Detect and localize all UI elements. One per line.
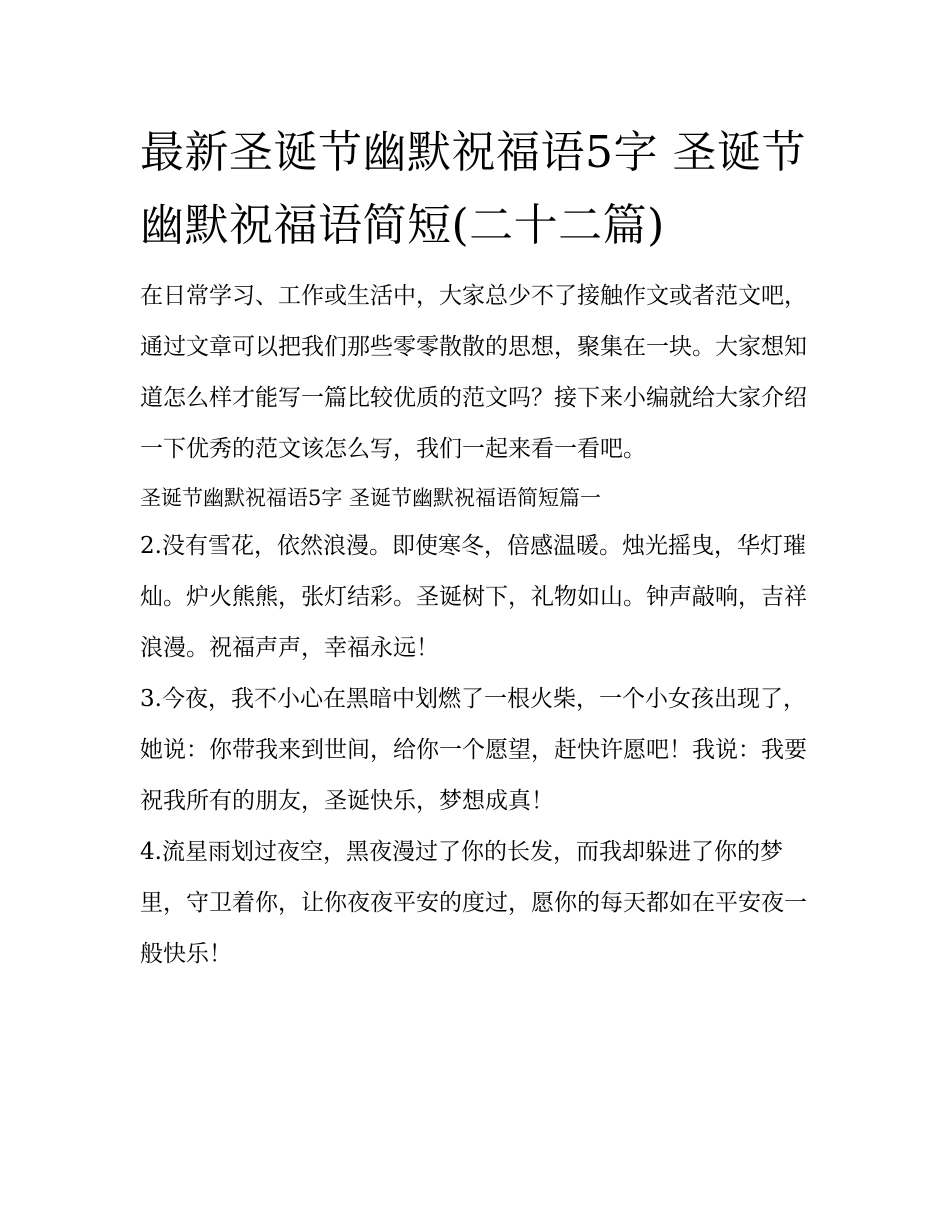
list-item: 4.流星雨划过夜空，黑夜漫过了你的长发，而我却躲进了你的梦里，守卫着你，让你夜夜平安的度过，愿你的每天都如在平安夜一般快乐！	[140, 839, 807, 967]
list-item: 3.今夜，我不小心在黑暗中划燃了一根火柴，一个小女孩出现了，她说：你带我来到世间，给你一个愿望，赶快许愿吧！我说：我要祝我所有的朋友，圣诞快乐，梦想成真！	[140, 686, 807, 814]
section-heading: 圣诞节幽默祝福语5字 圣诞节幽默祝福语简短篇一	[140, 486, 602, 510]
document-page	[140, 116, 815, 980]
document-title: 最新圣诞节幽默祝福语5字 圣诞节幽默祝福语简短(二十二篇)	[140, 127, 806, 251]
intro-paragraph: 在日常学习、工作或生活中，大家总少不了接触作文或者范文吧，通过文章可以把我们那些零零散散的思想，聚集在一块。大家想知道怎么样才能写一篇比较优质的范文吗？接下来小编就给大家介绍一下优秀的范文该怎么写，我们一起来看一看吧。	[140, 283, 807, 462]
list-item: 2.没有雪花，依然浪漫。即使寒冬，倍感温暖。烛光摇曳，华灯璀灿。炉火熊熊，张灯结彩。圣诞树下，礼物如山。钟声敲响，吉祥浪漫。祝福声声，幸福永远！	[140, 533, 807, 661]
